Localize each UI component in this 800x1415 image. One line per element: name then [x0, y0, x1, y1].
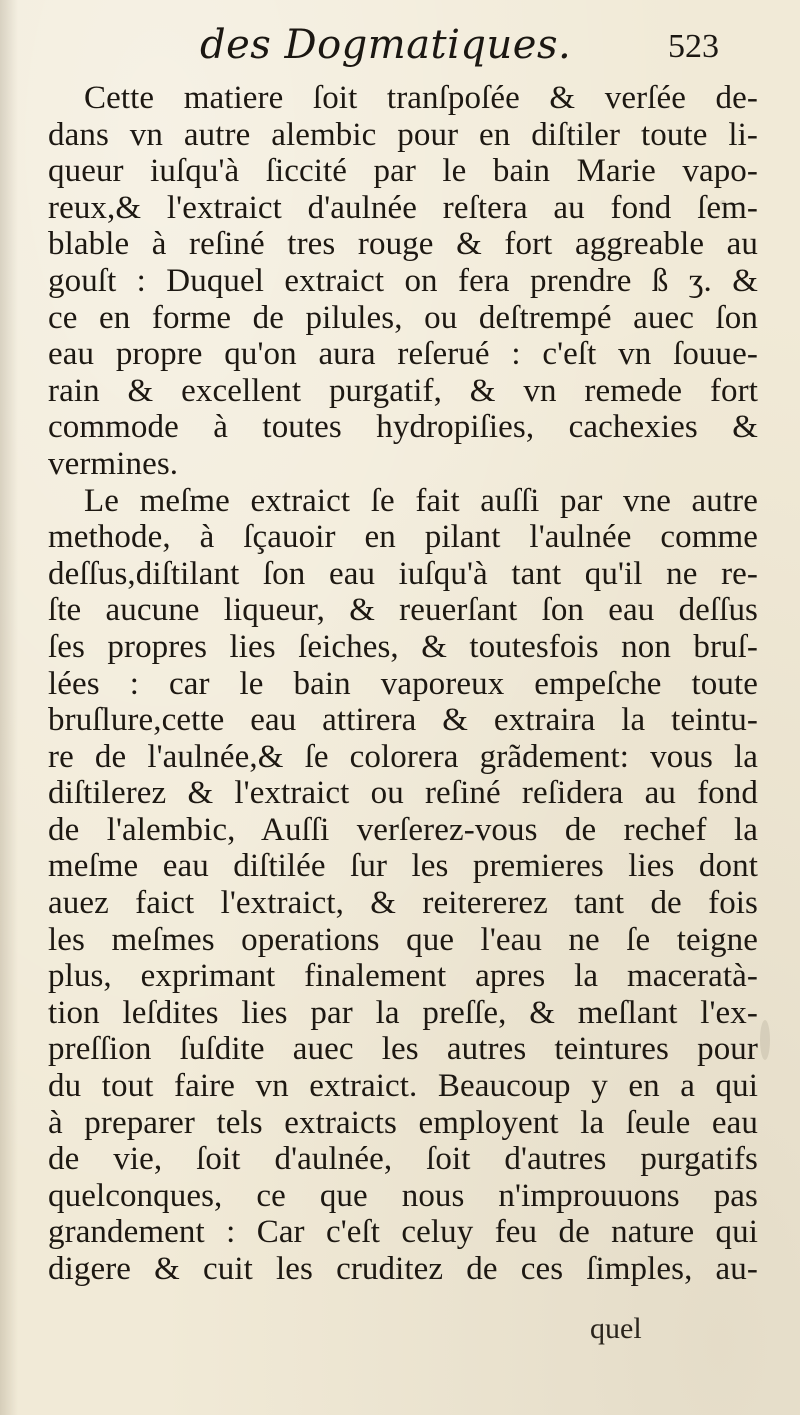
text-line: Le meſme extraict ſe fait auſſi par vne autre: [84, 482, 758, 519]
text-line: re de l'aulnée,& ſe colorera grãdement: vous la: [48, 738, 758, 775]
text-line: Cette matiere ſoit tranſpoſée & verſée de-: [84, 80, 758, 116]
page-number: 523: [668, 28, 719, 65]
text-line: ſes propres lies ſeiches, & toutesfois non bruſ-: [48, 628, 758, 665]
text-line: les meſmes operations que l'eau ne ſe teigne: [48, 921, 758, 958]
text-line: quelconques, ce que nous n'improuuons pas: [48, 1177, 758, 1214]
text-line: auez faict l'extraict, & reitererez tant de fois: [48, 885, 758, 922]
text-line: lées : car le bain vaporeux empeſche toute: [48, 665, 758, 702]
running-title: des Dogmatiques.: [200, 22, 572, 68]
text-line: vermines.: [48, 445, 179, 482]
text-line: de l'alembic, Auſſi verſerez-vous de rechef la: [48, 811, 758, 848]
text-line: methode, à ſçauoir en pilant l'aulnée comme: [48, 519, 758, 556]
text-line: reux,& l'extraict d'aulnée reſtera au fond ſem-: [48, 189, 758, 226]
text-line: blable à reſiné tres rouge & fort aggreable au: [48, 226, 758, 263]
text-line: preſſion ſuſdite auec les autres teintures pour: [48, 1031, 758, 1068]
text-line: à preparer tels extraicts employent la ſeule eau: [48, 1104, 758, 1141]
text-line: commode à toutes hydropiſies, cachexies &: [48, 409, 758, 446]
text-line: grandement : Car c'eſt celuy feu de nature qui: [48, 1214, 758, 1251]
paper-stain: [760, 1020, 770, 1060]
text-line: queur iuſqu'à ſiccité par le bain Marie vapo-: [48, 153, 758, 190]
text-line: diſtilerez & l'extraict ou reſiné reſidera au fond: [48, 775, 758, 812]
text-line: gouſt : Duquel extraict on fera prendre ß ʒ. &: [48, 262, 758, 299]
catchword: quel: [590, 1312, 642, 1345]
text-line: ce en forme de pilules, ou deſtrempé auec ſon: [48, 299, 758, 336]
body-text: [48, 80, 758, 1288]
text-line: meſme eau diſtilée ſur les premieres lies dont: [48, 848, 758, 885]
page-gutter-shadow: [0, 0, 18, 1415]
text-line: tion leſdites lies par la preſſe, & meſlant l'ex-: [48, 994, 758, 1031]
text-line: ſte aucune liqueur, & reuerſant ſon eau deſſus: [48, 592, 758, 629]
text-line: rain & excellent purgatif, & vn remede fort: [48, 372, 758, 409]
text-line: de vie, ſoit d'aulnée, ſoit d'autres purgatifs: [48, 1141, 758, 1178]
text-line: digere & cuit les cruditez de ces ſimples, au-: [48, 1251, 758, 1287]
text-line: deſſus,diſtilant ſon eau iuſqu'à tant qu'il ne re-: [48, 555, 758, 592]
page-header: [0, 22, 800, 82]
text-line: bruſlure,cette eau attirera & extraira la teintu-: [48, 702, 758, 739]
text-line: dans vn autre alembic pour en diſtiler toute li-: [48, 116, 758, 153]
text-line: eau propre qu'on aura reſerué : c'eſt vn ſouue-: [48, 336, 758, 373]
text-line: plus, exprimant finalement apres la maceratà-: [48, 958, 758, 995]
text-line: du tout faire vn extraict. Beaucoup y en a qui: [48, 1068, 758, 1105]
